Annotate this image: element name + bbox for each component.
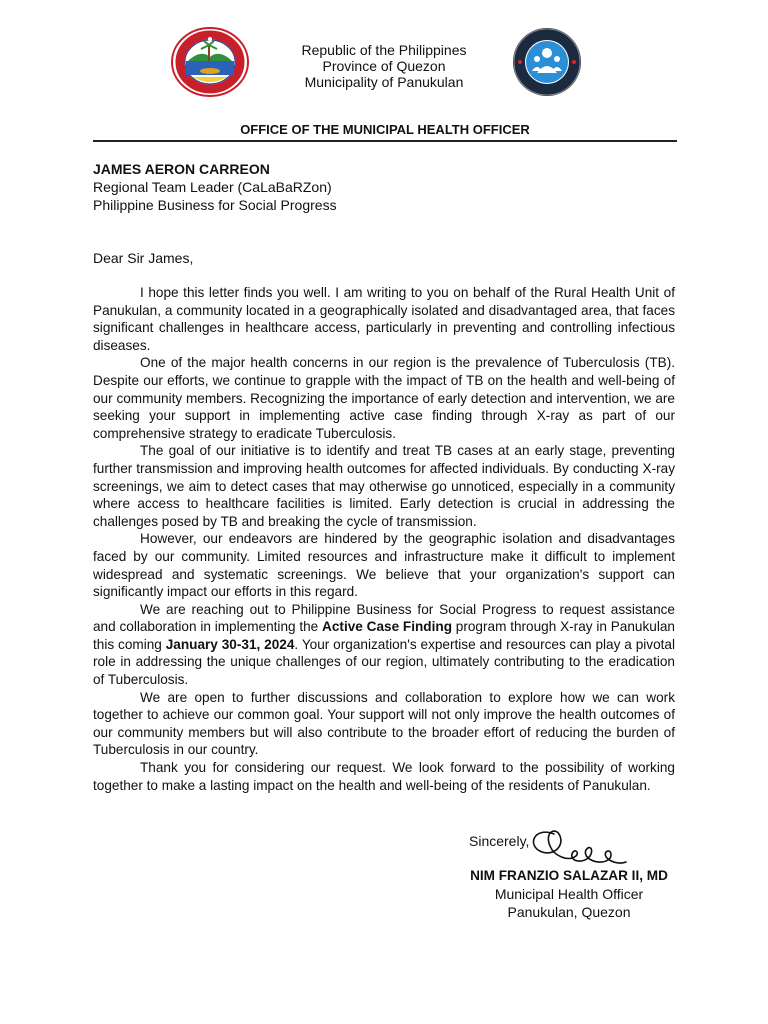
recipient-name: JAMES AERON CARREON <box>93 161 270 177</box>
signer-position: Municipal Health Officer <box>494 886 644 902</box>
paragraph-2: One of the major health concerns in our region is the prevalence of Tuberculosis (TB). Despite our efforts, we continue to grapple with the impact of TB on the health and well-being of our community members. Recognizing the importance of early detection and intervention, we are seeking your support in implementing active case finding through X-ray as part of our comprehensive strategy to eradicate Tuberculosis. <box>93 355 675 441</box>
paragraph-7: Thank you for considering our request. We look forward to the possibility of working together to make a lasting impact on the health and well-being of the residents of Panukulan. <box>93 760 675 793</box>
government-heading <box>260 42 508 90</box>
header-divider <box>93 140 677 142</box>
complimentary-close: Sincerely, <box>469 833 530 849</box>
p5-text-e: . Your organization's expertise and resources can play a pivotal role in addressing the unique challenges of our region, ultimately contributing to the eradication of Tuberculosis. <box>93 636 675 688</box>
signer-location: Panukulan, Quezon <box>507 904 631 920</box>
program-dates: January 30-31, 2024 <box>165 636 295 652</box>
program-name: Active Case Finding <box>322 619 452 635</box>
province-line: Province of Quezon <box>322 58 446 74</box>
paragraph-4: However, our endeavors are hindered by the geographic isolation and disadvantages faced by our community. Limited resources and infrastructure make it difficult to implement widespread and systematic screenings. We believe that your organization's support can significantly impact our efforts in this regard. <box>93 531 675 600</box>
office-title: OFFICE OF THE MUNICIPAL HEALTH OFFICER <box>240 122 530 137</box>
paragraph-6: We are open to further discussions and collaboration to explore how we can work together to achieve our common goal. Your support will not only improve the health outcomes of our community members but will also contribute to the broader effort of reducing the burden of Tuberculosis in our country. <box>93 689 675 758</box>
letter-body <box>93 284 675 794</box>
recipient-organization: Philippine Business for Social Progress <box>93 197 337 213</box>
recipient-block <box>93 160 677 214</box>
signer-name: NIM FRANZIO SALAZAR II, MD <box>470 868 668 883</box>
p5-text-a: We are reaching out to Philippine Business for Social Progress to request assistance and collaboration in implementing the <box>93 601 675 635</box>
municipality-line: Municipality of Panukulan <box>304 74 464 90</box>
paragraph-5 <box>93 601 675 689</box>
rural-health-unit-seal-icon <box>512 27 582 97</box>
letterhead <box>0 0 768 140</box>
signature-block <box>462 832 676 921</box>
paragraph-3: The goal of our initiative is to identify and treat TB cases at an early stage, preventing further transmission and improving health outcomes for affected individuals. By conducting X-ray screenings, we aim to detect cases that may otherwise go unnoticed, especially in a community where access to healthcare facilities is limited. Early detection is crucial in addressing the challenges posed by TB and breaking the cycle of transmission. <box>93 443 675 529</box>
paragraph-1: I hope this letter finds you well. I am writing to you on behalf of the Rural Health Unit of Panukulan, a community located in a geographically isolated and disadvantaged area, that faces significant challenges in healthcare access, particularly in preventing and controlling infectious diseases. <box>93 285 675 353</box>
salutation: Dear Sir James, <box>93 250 194 266</box>
municipality-seal-icon <box>171 27 249 97</box>
p5-text-c: program through X-ray in Panukulan this coming <box>93 619 675 652</box>
republic-line: Republic of the Philippines <box>301 42 467 58</box>
recipient-title: Regional Team Leader (CaLaBaRZon) <box>93 179 332 195</box>
